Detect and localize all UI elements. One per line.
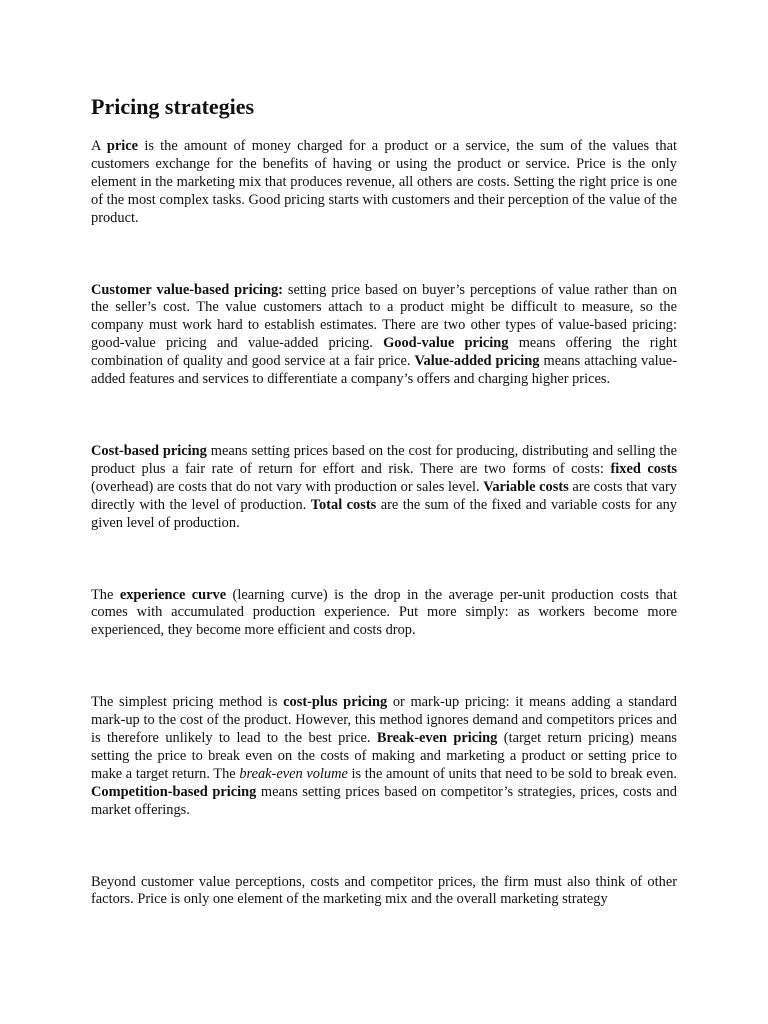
term-cost-based-pricing: Cost-based pricing bbox=[91, 442, 207, 459]
text-run: (target return pricing) means setting the price to break even on the costs of making and marketing a product or setting price to make a target return. The bbox=[91, 730, 678, 782]
term-good-value-pricing: Good-value pricing bbox=[383, 335, 509, 352]
term-price: price bbox=[106, 138, 139, 154]
term-value-added-pricing: Value-added pricing bbox=[414, 353, 540, 370]
term-customer-value-based-pricing: Customer value-based pricing: bbox=[91, 281, 283, 298]
page-title: Pricing strategies bbox=[91, 94, 255, 119]
text-run: is the amount of money charged for a product or a service, the sum of the values that customers exchange for the benefits of having or using the product or service. Price is the only element in the marketing mix that produces revenue, all others are costs. Setting the right price is one of the most complex tasks. Good pricing starts with customers and their perception of the value of the product. bbox=[91, 138, 677, 226]
paragraph-spacer bbox=[91, 640, 677, 694]
term-total-costs: Total costs bbox=[310, 496, 377, 513]
text-run: (learning curve) is the drop in the average per-unit production costs that comes with accumulated production experience. Put more simply: as workers become more experienced, they become more efficient and costs drop. bbox=[91, 586, 677, 639]
term-break-even-volume: break-even volume bbox=[239, 765, 348, 782]
text-run: setting price based on buyer’s perceptions of value rather than on the seller’s cost. The value customers attach to a product might be difficult to measure, so the company must work hard to establish estimates. There are two other types of value-based pricing: good-value pricing and value-added pricing. bbox=[91, 281, 677, 352]
term-fixed-costs: fixed costs bbox=[610, 460, 677, 477]
text-run: Beyond customer value perceptions, costs and competitor prices, the firm must also think of other factors. Price is only one element of the marketing mix and the overall marketing strategy bbox=[91, 873, 677, 908]
text-run: (overhead) are costs that do not vary with production or sales level. bbox=[91, 478, 484, 495]
document-page bbox=[91, 92, 677, 909]
text-run: means setting prices based on the cost for producing, distributing and selling the product plus a fair rate of return for effort and risk. There are two forms of costs: bbox=[91, 442, 677, 477]
text-run: means offering the right combination of quality and good service at a fair price. bbox=[91, 335, 677, 370]
text-run: The simplest pricing method is bbox=[91, 694, 284, 711]
text-run: A bbox=[91, 138, 107, 154]
text-run: are costs that vary directly with the level of production. bbox=[91, 478, 677, 513]
paragraph-pricing-methods bbox=[91, 694, 677, 819]
text-run: means setting prices based on competitor’s strategies, prices, costs and market offerings. bbox=[91, 783, 677, 818]
text-run: or mark-up pricing: it means adding a standard mark-up to the cost of the product. However, this method ignores demand and competitors prices and is therefore unlikely to lead to the best price. bbox=[91, 694, 677, 747]
paragraph-other-factors bbox=[91, 874, 677, 910]
term-variable-costs: Variable costs bbox=[483, 478, 569, 495]
paragraph-customer-value-pricing bbox=[91, 282, 677, 389]
term-competition-based-pricing: Competition-based pricing bbox=[91, 783, 257, 800]
paragraph-experience-curve bbox=[91, 587, 677, 641]
term-experience-curve: experience curve bbox=[119, 586, 227, 603]
text-run: means attaching value-added features and services to differentiate a company’s offers and charging higher prices. bbox=[91, 353, 677, 388]
term-cost-plus-pricing: cost-plus pricing bbox=[283, 694, 388, 711]
paragraph-spacer bbox=[91, 389, 677, 443]
paragraph-spacer bbox=[91, 533, 677, 587]
paragraph-price bbox=[91, 138, 677, 228]
term-break-even-pricing: Break-even pricing bbox=[376, 730, 498, 747]
paragraph-cost-based-pricing bbox=[91, 443, 677, 533]
text-run: are the sum of the fixed and variable costs for any given level of production. bbox=[91, 496, 677, 531]
paragraph-spacer bbox=[91, 228, 677, 282]
text-run: is the amount of units that need to be sold to break even. bbox=[347, 765, 677, 782]
text-run: The bbox=[91, 586, 120, 603]
paragraph-spacer bbox=[91, 820, 677, 874]
